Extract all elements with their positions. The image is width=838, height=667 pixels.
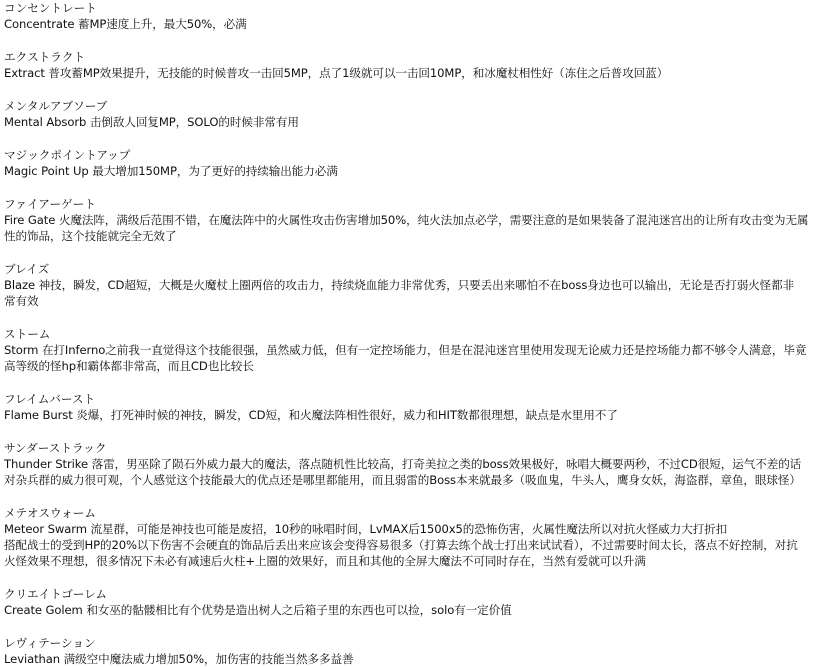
skill-entry-mental-absorb	[4, 98, 836, 130]
skill-description-document	[4, 0, 836, 667]
description-line: Mental Absorb 击倒敌人回复MP，SOLO的时候非常有用	[4, 115, 299, 129]
description-line: 火怪效果不理想，很多情况下未必有减速后火柱+上圈的效果好，而且和其他的全屏大魔法不可同时存在，当然有爱就可以升满	[4, 554, 646, 568]
description-line: Flame Burst 炎爆，打死神时候的神技，瞬发，CD短，和火魔法阵相性很好，威力和HIT数都很理想，缺点是水里用不了	[4, 408, 618, 422]
skill-title: ファイアーゲート	[4, 197, 96, 211]
skill-entry-fire-gate	[4, 196, 836, 244]
skill-title: コンセントレート	[4, 1, 97, 15]
description-line: Leviathan 满级空中魔法威力增加50%，加伤害的技能当然多多益善	[4, 652, 354, 666]
skill-title: メンタルアブソーブ	[4, 99, 108, 113]
skill-entry-extract	[4, 49, 836, 81]
skill-entry-create-golem	[4, 586, 836, 618]
description-line: Thunder Strike 落雷，男巫除了陨石外威力最大的魔法，落点随机性比较高，打奇美拉之类的boss效果极好，咏唱大概要两秒，不过CD很短，运气不差的话	[4, 457, 802, 471]
skill-entry-flame-burst	[4, 391, 836, 423]
skill-title: クリエイトゴーレム	[4, 587, 107, 601]
skill-description	[4, 521, 836, 569]
description-line: Create Golem 和女巫的骷髅相比有个优势是造出树人之后箱子里的东西也可以捡，solo有一定价值	[4, 603, 512, 617]
skill-entry-storm	[4, 326, 836, 374]
description-line: Blaze 神技，瞬发，CD超短，大概是火魔杖上圈两倍的攻击力，持续烧血能力非常优秀，只要丢出来哪怕不在boss身边也可以输出，无论是否打弱火怪都非	[4, 278, 795, 292]
skill-title: レヴィテーション	[4, 636, 96, 650]
skill-title: マジックポイントアップ	[4, 148, 131, 162]
description-line: Meteor Swarm 流星群，可能是神技也可能是废招，10秒的咏唱时间，LvMAX后1500x5的恐怖伤害，火属性魔法所以对抗火怪威力大打折扣	[4, 522, 728, 536]
description-line: Concentrate 蓄MP速度上升，最大50%，必满	[4, 17, 247, 31]
skill-description	[4, 212, 836, 244]
skill-description	[4, 651, 836, 667]
skill-description	[4, 407, 836, 423]
description-line: 搭配战士的受到HP的20%以下伤害不会硬直的饰品后丢出来应该会变得容易很多（打算去练个战士打出来试试看），不过需要时间太长，落点不好控制，对抗	[4, 538, 798, 552]
description-line: 常有效	[4, 294, 39, 308]
skill-title: エクストラクト	[4, 50, 86, 64]
description-line: Extract 普攻蓄MP效果提升，无技能的时候普攻一击回5MP，点了1级就可以一击回10MP，和冰魔杖相性好（冻住之后普攻回蓝）	[4, 66, 669, 80]
skill-description	[4, 456, 836, 488]
skill-description	[4, 342, 836, 374]
description-line: Magic Point Up 最大增加150MP，为了更好的持续输出能力必满	[4, 164, 338, 178]
description-line: 性的饰品，这个技能就完全无效了	[4, 229, 177, 243]
skill-title: ブレイズ	[4, 262, 50, 276]
skill-entry-levitation	[4, 635, 836, 667]
skill-description	[4, 163, 836, 179]
skill-entry-blaze	[4, 261, 836, 309]
skill-title: フレイムバースト	[4, 392, 96, 406]
skill-description	[4, 65, 836, 81]
skill-title: サンダーストラック	[4, 441, 107, 455]
skill-entry-concentrate	[4, 0, 836, 32]
skill-entry-meteor-swarm	[4, 505, 836, 569]
skill-description	[4, 114, 836, 130]
skill-title: ストーム	[4, 327, 51, 341]
description-line: Fire Gate 火魔法阵，满级后范围不错，在魔法阵中的火属性攻击伤害增加50%，纯火法加点必学，需要注意的是如果装备了混沌迷宫出的让所有攻击变为无属	[4, 213, 809, 227]
skill-title: メテオスウォーム	[4, 506, 96, 520]
description-line: Storm 在打Inferno之前我一直觉得这个技能很强，虽然威力低，但有一定控场能力，但是在混沌迷宫里使用发现无论威力还是控场能力都不够令人满意，毕竟	[4, 343, 807, 357]
skill-entry-magic-point-up	[4, 147, 836, 179]
skill-entry-thunder-strike	[4, 440, 836, 488]
skill-description	[4, 602, 836, 618]
skill-description	[4, 277, 836, 309]
skill-description	[4, 16, 836, 32]
description-line: 高等级的怪hp和霸体都非常高，而且CD也比较长	[4, 359, 254, 373]
description-line: 对杂兵群的威力很可观，个人感觉这个技能最大的优点还是哪里都能用，而且弱雷的Boss本来就最多（吸血鬼，牛头人，鹰身女妖，海盗群，章鱼，眼球怪）	[4, 473, 801, 487]
